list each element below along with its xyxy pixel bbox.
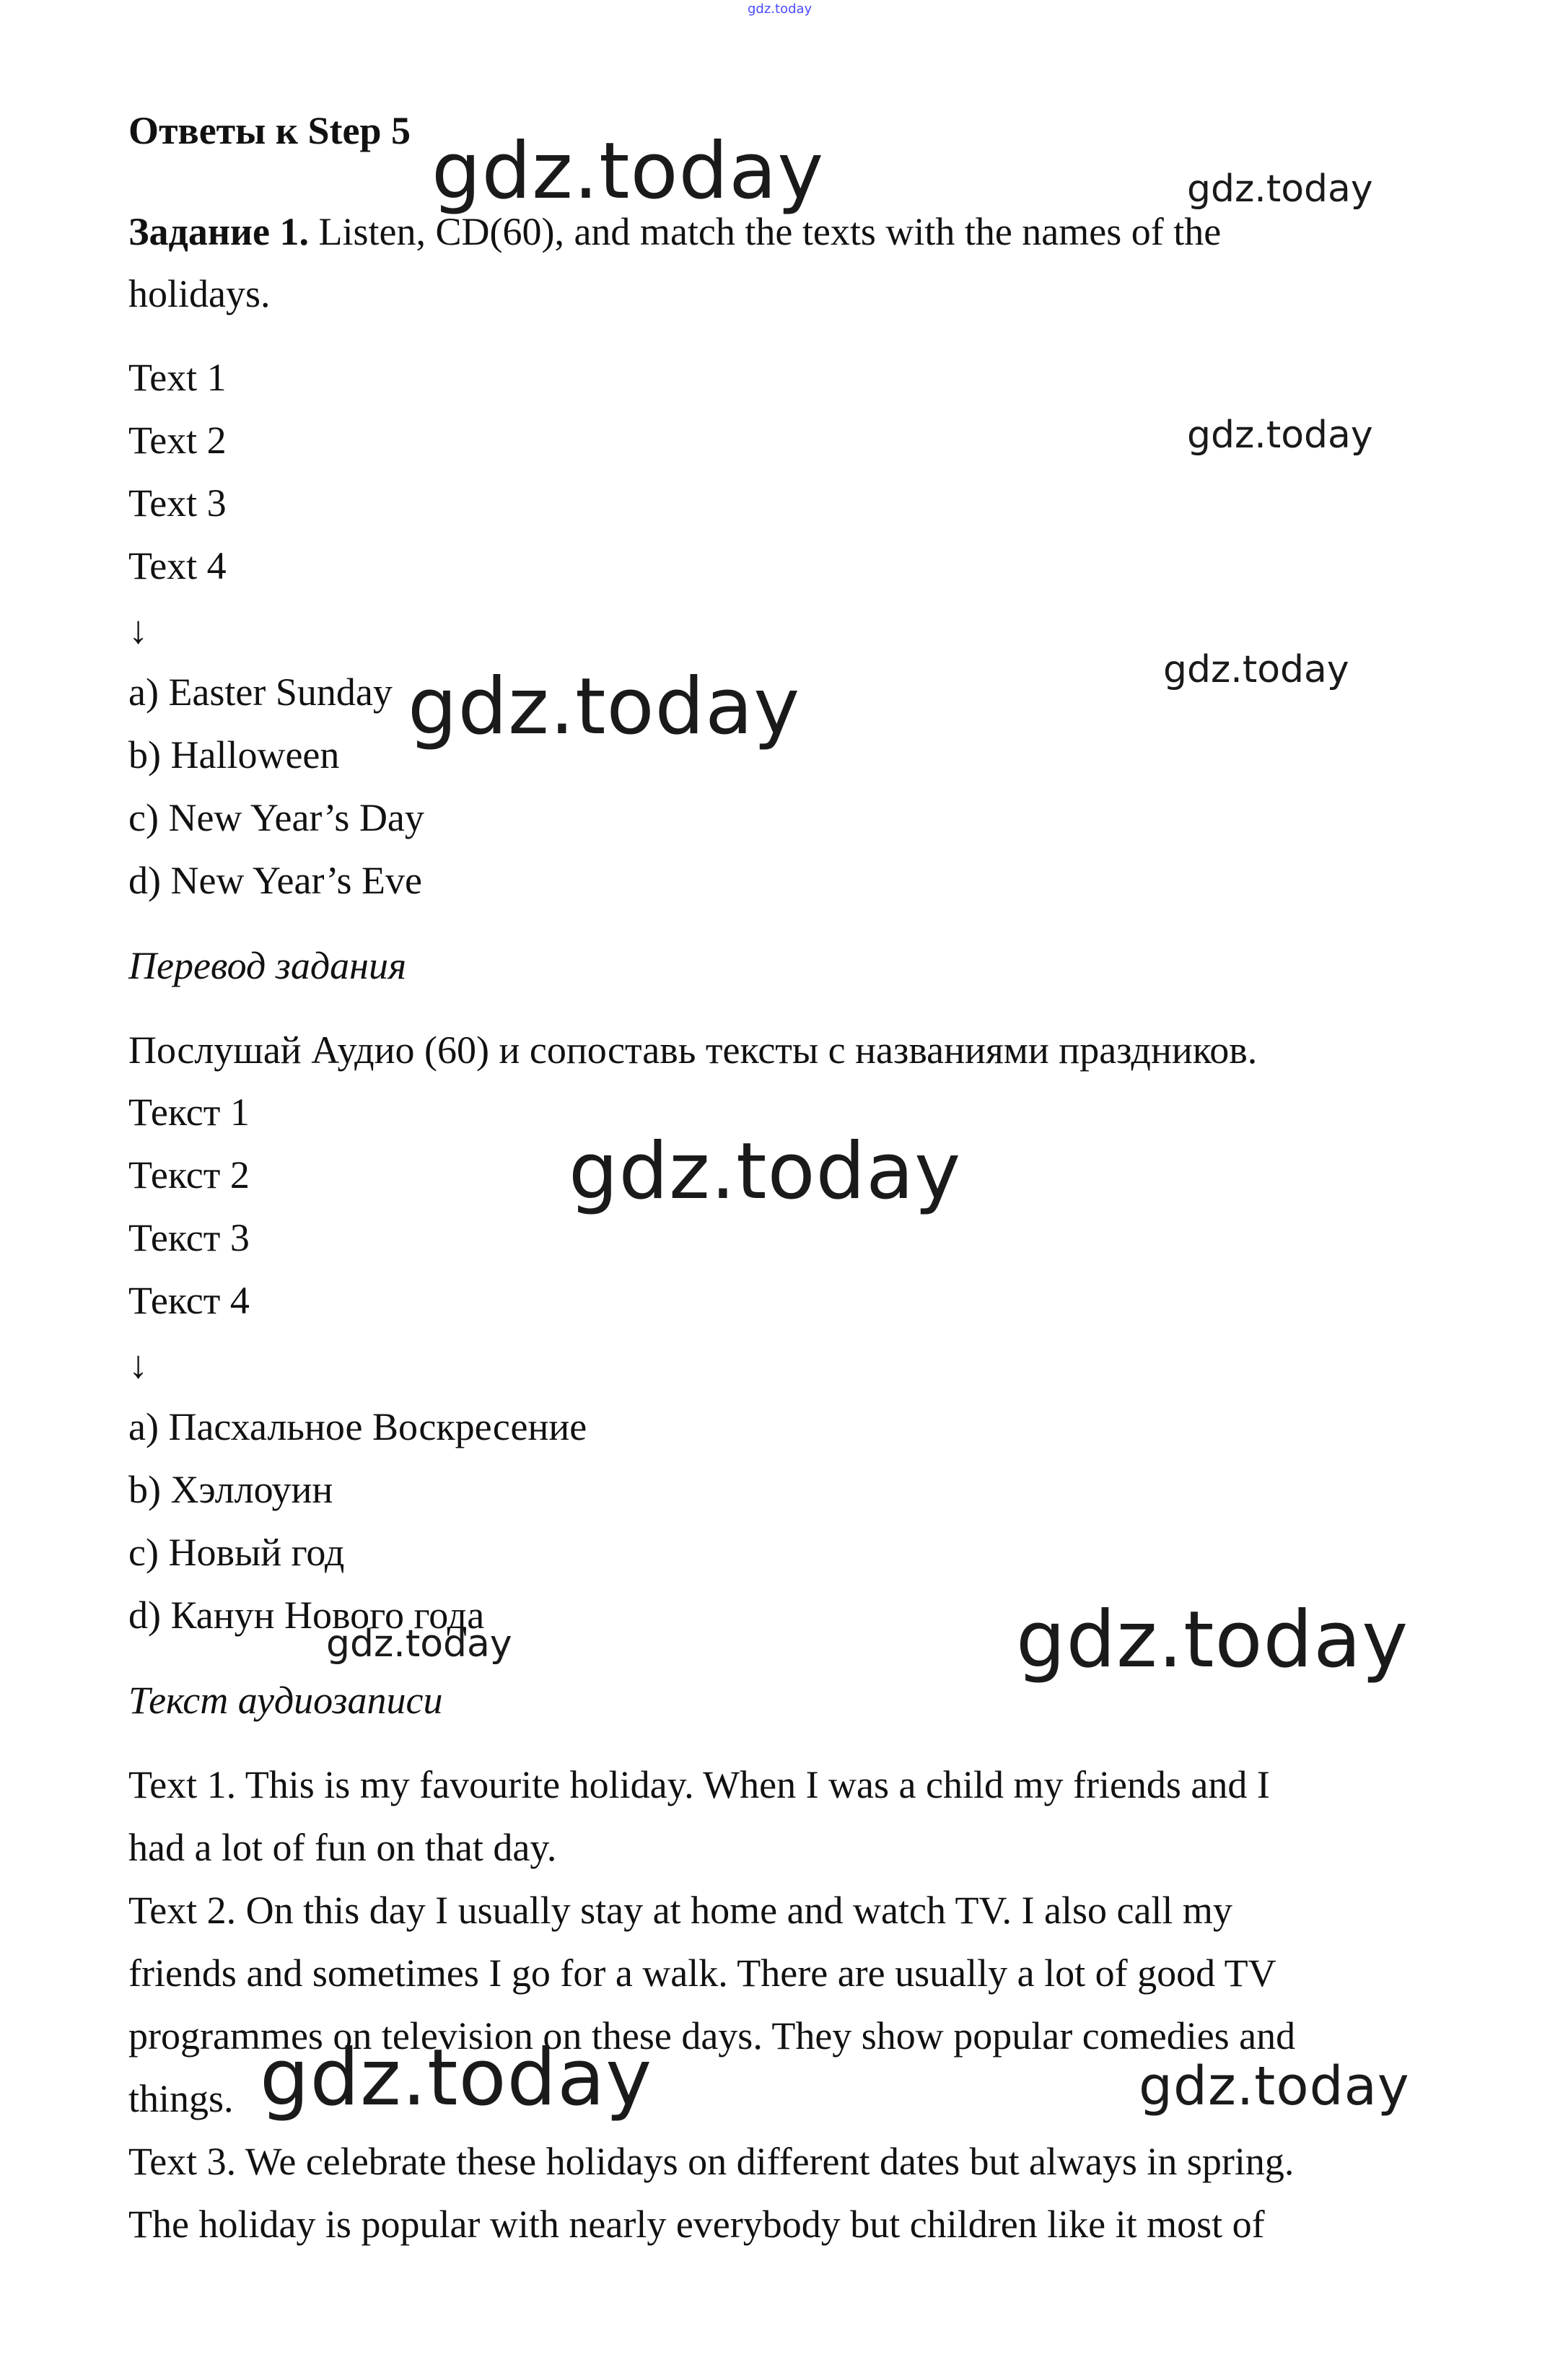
watermark: gdz.today (1163, 648, 1349, 691)
audio-line: things. (128, 2077, 234, 2120)
audio-line: Text 3. We celebrate these holidays on different dates but always in spring. (128, 2140, 1295, 2183)
holiday-option-ru: c) Новый год (128, 1531, 345, 1574)
watermark: gdz.today (432, 126, 825, 217)
audio-line: The holiday is popular with nearly everybody but children like it most of (128, 2203, 1265, 2246)
watermark: gdz.today (260, 2033, 653, 2123)
watermark: gdz.today (1187, 167, 1373, 211)
watermark: gdz.today (326, 1622, 512, 1666)
audio-line: programmes on television on these days. They show popular comedies and (128, 2014, 1296, 2058)
text-item-ru: Текст 3 (128, 1216, 250, 1259)
holiday-option-en: a) Easter Sunday (128, 670, 393, 714)
holiday-option-en: b) Halloween (128, 733, 340, 777)
holiday-option-ru: b) Хэллоуин (128, 1468, 333, 1511)
translation-instruction: Послушай Аудио (60) и сопоставь тексты с названиями праздников. (128, 1028, 1258, 1072)
down-arrow: ↓ (128, 1343, 148, 1386)
text-item-en: Text 3 (128, 481, 227, 525)
holiday-option-ru: a) Пасхальное Воскресение (128, 1405, 587, 1448)
header-watermark: gdz.today (748, 1, 813, 17)
task-text: Listen, CD(60), and match the texts with the names of the (309, 210, 1222, 253)
text-item-ru: Текст 2 (128, 1153, 250, 1197)
text-item-en: Text 4 (128, 544, 227, 587)
text-item-en: Text 2 (128, 419, 227, 462)
task-line-2: holidays. (128, 272, 271, 315)
audio-line: had a lot of fun on that day. (128, 1826, 557, 1869)
holiday-option-en: d) New Year’s Eve (128, 859, 422, 902)
audio-line: Text 2. On this day I usually stay at home and watch TV. I also call my (128, 1889, 1232, 1932)
page-title: Ответы к Step 5 (128, 109, 411, 152)
watermark: gdz.today (1187, 414, 1373, 457)
audio-line: friends and sometimes I go for a walk. There are usually a lot of good TV (128, 1951, 1276, 1995)
audio-heading: Текст аудиозаписи (128, 1679, 443, 1722)
watermark: gdz.today (569, 1127, 962, 1217)
down-arrow: ↓ (128, 608, 148, 652)
watermark: gdz.today (1016, 1595, 1409, 1685)
task-label: Задание 1. (128, 210, 310, 253)
text-item-ru: Текст 4 (128, 1279, 250, 1322)
text-item-ru: Текст 1 (128, 1090, 250, 1134)
watermark: gdz.today (1139, 2055, 1410, 2117)
holiday-option-en: c) New Year’s Day (128, 796, 424, 839)
audio-line: Text 1. This is my favourite holiday. When I was a child my friends and I (128, 1763, 1270, 1806)
translation-heading: Перевод задания (128, 944, 407, 987)
watermark: gdz.today (408, 662, 801, 752)
text-item-en: Text 1 (128, 356, 227, 399)
holiday-option-ru: d) Канун Нового года (128, 1593, 485, 1637)
